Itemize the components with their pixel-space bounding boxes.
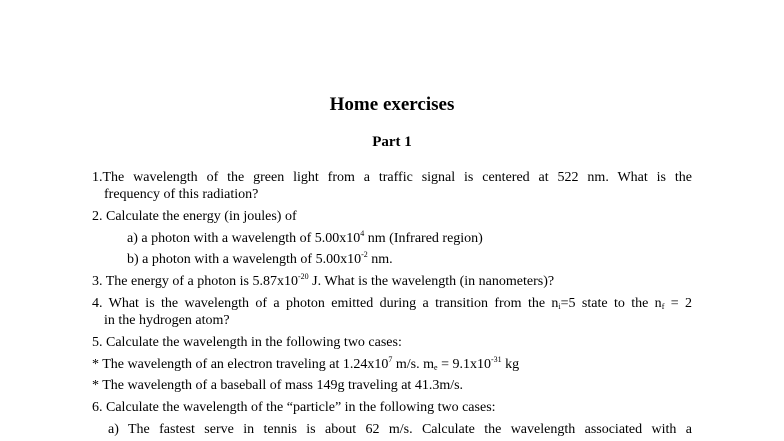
question-6-stem: 6. Calculate the wavelength of the “particle” in the following two cases: bbox=[92, 400, 496, 415]
question-4-line-1 bbox=[92, 295, 692, 312]
subscript: e bbox=[434, 363, 438, 372]
question-3-suffix: J. What is the wavelength (in nanometers)? bbox=[308, 274, 555, 289]
question-3-text: 3. The energy of a photon is 5.87x10 bbox=[92, 274, 298, 289]
question-2-item-b-suffix: nm. bbox=[367, 252, 393, 267]
subscript: i bbox=[558, 302, 561, 311]
question-1-line-2: frequency of this radiation? bbox=[104, 187, 259, 202]
question-4-line-2: in the hydrogen atom? bbox=[104, 313, 230, 328]
page-title: Home exercises bbox=[329, 94, 455, 115]
question-3 bbox=[92, 273, 554, 290]
question-5-stem: 5. Calculate the wavelength in the following two cases: bbox=[92, 335, 402, 350]
question-1-line-1: 1.The wavelength of the green light from a traffic signal is centered at 522 nm. What is the bbox=[92, 170, 692, 185]
question-5-case-a-mid2: = 9.1x10 bbox=[437, 357, 491, 372]
question-6-item-a: a) The fastest serve in tennis is about 62 m/s. Calculate the wavelength associated with a bbox=[108, 422, 692, 437]
question-5-case-b: * The wavelength of a baseball of mass 149g traveling at 41.3m/s. bbox=[92, 378, 464, 393]
exponent: 7 bbox=[388, 355, 393, 364]
question-4-text: 4. What is the wavelength of a photon emitted during a transition from the n bbox=[92, 296, 559, 311]
question-2-item-a-suffix: nm (Infrared region) bbox=[364, 231, 483, 246]
question-2-stem: 2. Calculate the energy (in joules) of bbox=[92, 209, 297, 224]
question-5-case-a bbox=[92, 356, 519, 373]
question-5-case-a-suffix: kg bbox=[501, 357, 520, 372]
question-4-mid: =5 state to the n bbox=[560, 296, 662, 311]
question-5-case-a-text: * The wavelength of an electron traveling at 1.24x10 bbox=[92, 357, 389, 372]
part-heading: Part 1 bbox=[372, 134, 412, 150]
subscript: f bbox=[661, 302, 665, 311]
question-2-item-b-text: b) a photon with a wavelength of 5.00x10 bbox=[127, 252, 362, 267]
exponent: -31 bbox=[490, 355, 502, 364]
question-5-case-a-mid: m/s. m bbox=[392, 357, 434, 372]
exponent: -20 bbox=[297, 272, 309, 281]
exponent: -2 bbox=[361, 250, 368, 259]
question-2-item-a bbox=[127, 230, 483, 247]
question-4-suffix: = 2 bbox=[664, 296, 692, 311]
question-2-item-a-text: a) a photon with a wavelength of 5.00x10 bbox=[127, 231, 361, 246]
exponent: 4 bbox=[360, 229, 365, 238]
question-2-item-b bbox=[127, 251, 393, 268]
